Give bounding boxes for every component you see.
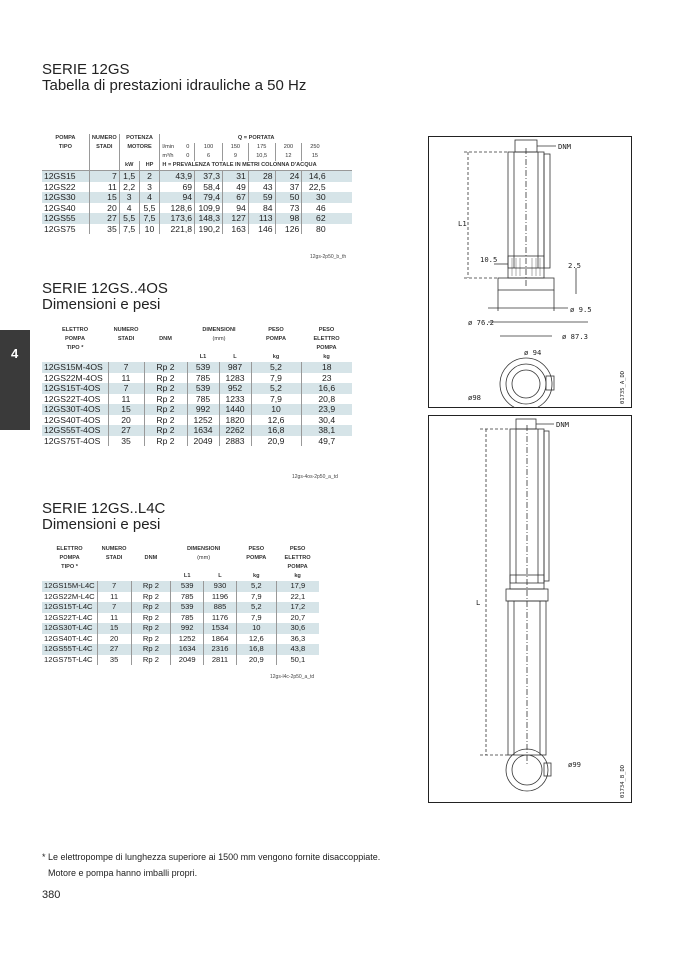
- row-stadi: 11: [97, 592, 131, 603]
- row-l: 1820: [219, 415, 251, 426]
- hdr-pompa: POMPA: [64, 336, 86, 342]
- row-peso-pompa: 7,9: [236, 613, 276, 624]
- row-dnm: Rp 2: [131, 602, 171, 613]
- row-h: 49: [222, 182, 248, 193]
- row-tipo: 12GS15: [42, 171, 89, 182]
- row-l1: 785: [171, 592, 204, 603]
- table-row: [42, 224, 352, 235]
- row-peso-pompa: 5,2: [251, 383, 301, 394]
- row-hp: 5,5: [139, 203, 160, 214]
- row-l1: 1634: [187, 425, 219, 436]
- row-stadi: 15: [89, 192, 119, 203]
- row-l1: 992: [171, 623, 204, 634]
- row-h: 98: [275, 213, 302, 224]
- row-l: 1233: [219, 394, 251, 405]
- row-spacer: [328, 171, 352, 182]
- row-l: 2316: [204, 644, 237, 655]
- row-h: 173,6: [160, 213, 195, 224]
- s2-title: SERIE 12GS..4OS: [42, 280, 168, 297]
- l4c-hdr-tipo: TIPO *: [61, 564, 78, 570]
- table-row: [42, 592, 319, 603]
- row-dnm: Rp 2: [144, 383, 187, 394]
- s1-title: SERIE 12GS: [42, 61, 130, 78]
- row-l: 1196: [204, 592, 237, 603]
- s3-note: 12gs-l4c-2p50_a_td: [270, 674, 315, 680]
- row-peso-elettropompa: 22,1: [276, 592, 319, 603]
- hdr-portata: Q = PORTATA: [160, 134, 352, 143]
- row-stadi: 11: [108, 394, 144, 405]
- row-kw: 5,5: [119, 213, 139, 224]
- table-row: [42, 203, 352, 214]
- row-tipo: 12GS30: [42, 192, 89, 203]
- m3h-1: 6: [195, 152, 223, 161]
- row-l1: 1634: [171, 644, 204, 655]
- row-spacer: [328, 192, 352, 203]
- row-stadi: 15: [108, 404, 144, 415]
- row-h: 59: [248, 192, 275, 203]
- row-h: 37: [275, 182, 302, 193]
- l4c-hdr-peso-pompa: POMPA: [246, 555, 267, 561]
- row-peso-elettropompa: 50,1: [276, 655, 319, 666]
- row-peso-pompa: 20,9: [251, 436, 301, 447]
- row-peso-elettropompa: 43,8: [276, 644, 319, 655]
- hdr-m3h: m³/h: [160, 152, 182, 161]
- hdr-numero: NUMERO: [89, 134, 119, 143]
- row-h: 58,4: [195, 182, 223, 193]
- row-h: 67: [222, 192, 248, 203]
- row-stadi: 27: [108, 425, 144, 436]
- table-row: [42, 373, 352, 384]
- label-dnm: DNM: [558, 142, 571, 151]
- table-row: [42, 182, 352, 193]
- hdr-peso-2: PESO: [318, 327, 335, 333]
- row-l: 930: [204, 581, 237, 592]
- hdr-numero: NUMERO: [113, 327, 139, 333]
- row-stadi: 7: [108, 383, 144, 394]
- row-peso-elettropompa: 49,7: [301, 436, 352, 447]
- row-peso-elettropompa: 30,6: [276, 623, 319, 634]
- row-h: 37,3: [195, 171, 223, 182]
- row-kw: 7,5: [119, 224, 139, 235]
- hdr-kg: kg: [272, 354, 280, 360]
- l4c-hdr-kg: kg: [253, 573, 260, 579]
- table-row: [42, 436, 352, 447]
- row-h: 163: [222, 224, 248, 235]
- row-stadi: 11: [89, 182, 119, 193]
- row-h: 31: [222, 171, 248, 182]
- row-h: 127: [222, 213, 248, 224]
- row-tipo: 12GS55T-L4C: [42, 644, 97, 655]
- row-spacer: [328, 224, 352, 235]
- row-h: 190,2: [195, 224, 223, 235]
- row-tipo: 12GS30T-L4C: [42, 623, 97, 634]
- row-peso-pompa: 12,6: [236, 634, 276, 645]
- row-dnm: Rp 2: [131, 634, 171, 645]
- hdr-dnm: DNM: [159, 336, 172, 342]
- row-l: 952: [219, 383, 251, 394]
- row-h: 148,3: [195, 213, 223, 224]
- row-h: 94: [222, 203, 248, 214]
- row-spacer: [328, 203, 352, 214]
- row-stadi: 11: [97, 613, 131, 624]
- row-h: 80: [302, 224, 328, 235]
- row-peso-elettropompa: 17,9: [276, 581, 319, 592]
- table-row: [42, 171, 352, 182]
- row-dnm: Rp 2: [131, 613, 171, 624]
- row-tipo: 12GS75T-4OS: [44, 435, 101, 446]
- row-dnm: Rp 2: [131, 581, 171, 592]
- row-stadi: 35: [89, 224, 119, 235]
- label-d94: ø 94: [524, 348, 542, 357]
- table-row: [42, 415, 352, 426]
- row-h: 22,5: [302, 182, 328, 193]
- row-l1: 539: [187, 362, 219, 373]
- row-dnm: Rp 2: [144, 373, 187, 384]
- hdr-peso-pompa: POMPA: [265, 336, 287, 342]
- row-hp: 4: [139, 192, 160, 203]
- row-peso-pompa: 10: [251, 404, 301, 415]
- row-tipo: 12GS40T-L4C: [44, 633, 93, 643]
- row-stadi: 11: [108, 373, 144, 384]
- row-l: 1534: [204, 623, 237, 634]
- row-tipo: 12GS30T-4OS: [42, 404, 108, 415]
- s2-note: 12gs-4os-2p50_a_td: [292, 474, 338, 480]
- row-stadi: 7: [97, 602, 131, 613]
- l4c-hdr-kg-2: kg: [294, 573, 301, 579]
- row-dnm: Rp 2: [144, 394, 187, 405]
- l4c-hdr-l1: L1: [183, 573, 191, 579]
- label-dnm-2: DNM: [556, 420, 569, 429]
- row-stadi: 7: [89, 171, 119, 182]
- table-row: [42, 644, 319, 655]
- row-dnm: Rp 2: [144, 404, 187, 415]
- dimensions-table-4os: [42, 326, 352, 446]
- row-h: 128,6: [160, 203, 195, 214]
- row-l: 1283: [219, 373, 251, 384]
- row-peso-elettropompa: 17,2: [276, 602, 319, 613]
- row-dnm: Rp 2: [131, 592, 171, 603]
- row-peso-elettropompa: 18: [301, 362, 352, 373]
- row-h: 146: [248, 224, 275, 235]
- row-tipo: 12GS40: [44, 202, 76, 213]
- row-peso-pompa: 20,9: [236, 655, 276, 666]
- pump-drawing-4os: [428, 136, 632, 408]
- row-tipo: 12GS15T-L4C: [42, 602, 97, 613]
- label-d87-3: ø 87.3: [562, 332, 588, 341]
- hdr-l: L: [233, 354, 237, 360]
- table-row: [42, 613, 319, 624]
- hdr-hp: HP: [139, 161, 160, 171]
- table-row: [42, 362, 352, 373]
- table-row: [42, 192, 352, 203]
- row-tipo: 12GS22M-4OS: [44, 372, 103, 383]
- table-row: [42, 634, 319, 645]
- row-l: 2883: [219, 436, 251, 447]
- row-hp: 10: [139, 224, 160, 235]
- row-peso-elettropompa: 23: [301, 373, 352, 384]
- pump-drawing-l4c: [428, 415, 632, 803]
- row-l: 1176: [204, 613, 237, 624]
- row-peso-pompa: 5,2: [251, 362, 301, 373]
- l4c-hdr-numero: NUMERO: [101, 546, 127, 552]
- row-kw: 4: [119, 203, 139, 214]
- row-kw: 1,5: [119, 171, 139, 182]
- hdr-tipo: TIPO: [58, 144, 72, 150]
- row-tipo: 12GS15M-L4C: [42, 581, 97, 592]
- hdr-prevalenza: H = PREVALENZA TOTALE IN METRI COLONNA D'ACQUA: [160, 161, 352, 171]
- row-h: 46: [302, 203, 328, 214]
- chapter-tab: [0, 330, 30, 430]
- row-dnm: Rp 2: [131, 644, 171, 655]
- page-number: 380: [42, 889, 61, 901]
- row-l: 2811: [204, 655, 237, 666]
- row-stadi: 35: [108, 436, 144, 447]
- row-h: 50: [275, 192, 302, 203]
- l4c-hdr-peso-elettro: ELETTRO: [284, 555, 311, 561]
- row-dnm: Rp 2: [144, 415, 187, 426]
- lmin-2: 150: [222, 143, 248, 152]
- table-row: [42, 383, 352, 394]
- hdr-peso-elettro: ELETTRO: [313, 336, 340, 342]
- hdr-lmin: l/min: [160, 143, 182, 152]
- row-l1: 2049: [187, 436, 219, 447]
- row-peso-pompa: 7,9: [251, 373, 301, 384]
- l4c-hdr-elettro: ELETTRO: [56, 546, 83, 552]
- row-h: 62: [302, 213, 328, 224]
- row-peso-pompa: 12,6: [251, 415, 301, 426]
- row-dnm: Rp 2: [131, 623, 171, 634]
- s2-subtitle: Dimensioni e pesi: [42, 296, 161, 313]
- row-kw: 2,2: [119, 182, 139, 193]
- row-l: 1440: [219, 404, 251, 415]
- row-tipo: 12GS22: [44, 181, 76, 192]
- row-tipo: 12GS75T-L4C: [44, 654, 93, 664]
- row-h: 43: [248, 182, 275, 193]
- table-row: [42, 213, 352, 224]
- hdr-peso-elettropompa: POMPA: [316, 345, 337, 351]
- table-row: [42, 394, 352, 405]
- footnote-2: Motore e pompa hanno imballi propri.: [48, 868, 198, 878]
- hdr-potenza: POTENZA: [119, 134, 160, 143]
- chapter-number: 4: [11, 346, 19, 361]
- footnote-1: * Le elettropompe di lunghezza superiore ai 1500 mm vengono fornite disaccoppiate.: [42, 852, 381, 862]
- label-d98: ø98: [468, 393, 481, 402]
- hdr-stadi: STADI: [89, 143, 119, 152]
- row-stadi: 7: [108, 362, 144, 373]
- row-stadi: 20: [97, 634, 131, 645]
- row-stadi: 35: [97, 655, 131, 666]
- row-h: 109,9: [195, 203, 223, 214]
- row-peso-pompa: 16,8: [236, 644, 276, 655]
- row-tipo: 12GS15T-4OS: [42, 383, 108, 394]
- row-h: 113: [248, 213, 275, 224]
- row-peso-elettropompa: 20,8: [301, 394, 352, 405]
- lmin-4: 200: [275, 143, 302, 152]
- hdr-mm: (mm): [212, 336, 226, 342]
- row-h: 79,4: [195, 192, 223, 203]
- s1-subtitle: Tabella di prestazioni idrauliche a 50 Hz: [42, 77, 307, 94]
- row-l1: 992: [187, 404, 219, 415]
- row-tipo: 12GS22T-L4C: [44, 612, 93, 622]
- row-h: 84: [248, 203, 275, 214]
- row-l1: 2049: [171, 655, 204, 666]
- row-tipo: 12GS22M-L4C: [44, 591, 95, 601]
- m3h-0: 0: [186, 153, 190, 159]
- row-peso-pompa: 16,8: [251, 425, 301, 436]
- row-tipo: 12GS15M-4OS: [42, 362, 108, 373]
- table-row: [42, 655, 319, 666]
- m3h-3: 10,5: [248, 152, 275, 161]
- row-l: 1864: [204, 634, 237, 645]
- row-tipo: 12GS55: [42, 213, 89, 224]
- row-h: 221,8: [160, 224, 195, 235]
- row-l1: 539: [187, 383, 219, 394]
- row-spacer: [328, 213, 352, 224]
- l4c-hdr-l: L: [218, 573, 222, 579]
- row-l1: 785: [187, 373, 219, 384]
- l4c-hdr-stadi: STADI: [105, 555, 123, 561]
- row-l1: 539: [171, 602, 204, 613]
- lmin-5: 250: [302, 143, 328, 152]
- row-h: 14,6: [302, 171, 328, 182]
- row-stadi: 20: [89, 203, 119, 214]
- lmin-1: 100: [195, 143, 223, 152]
- row-h: 126: [275, 224, 302, 235]
- row-h: 43,9: [160, 171, 195, 182]
- row-dnm: Rp 2: [144, 425, 187, 436]
- row-peso-elettropompa: 16,6: [301, 383, 352, 394]
- dimensions-table-l4c: [42, 545, 319, 665]
- l4c-hdr-peso: PESO: [248, 546, 265, 552]
- m3h-5: 15: [302, 152, 328, 161]
- row-l: 885: [204, 602, 237, 613]
- hdr-kg-2: kg: [323, 354, 330, 360]
- row-kw: 3: [119, 192, 139, 203]
- s1-note: 12gs-2p50_b_th: [310, 254, 347, 260]
- row-hp: 2: [139, 171, 160, 182]
- row-peso-pompa: 7,9: [251, 394, 301, 405]
- l4c-hdr-peso-elettropompa: POMPA: [287, 564, 308, 570]
- hdr-tipo: TIPO *: [66, 345, 84, 351]
- lmin-0: 0: [186, 144, 190, 150]
- row-stadi: 20: [108, 415, 144, 426]
- table-row: [42, 404, 352, 415]
- row-l: 987: [219, 362, 251, 373]
- row-l1: 1252: [187, 415, 219, 426]
- label-l: L: [476, 598, 481, 607]
- row-l1: 539: [171, 581, 204, 592]
- hdr-kw: kW: [119, 161, 139, 171]
- hdr-elettro: ELETTRO: [61, 327, 89, 333]
- row-peso-pompa: 5,2: [236, 581, 276, 592]
- l4c-hdr-peso-2: PESO: [289, 546, 306, 552]
- row-peso-elettropompa: 38,1: [301, 425, 352, 436]
- hdr-motore: MOTORE: [119, 143, 160, 152]
- row-l1: 785: [171, 613, 204, 624]
- s3-title: SERIE 12GS..L4C: [42, 500, 166, 517]
- row-h: 30: [302, 192, 328, 203]
- performance-table: [42, 134, 352, 234]
- row-tipo: 12GS22T-4OS: [44, 393, 101, 404]
- row-dnm: Rp 2: [131, 655, 171, 666]
- row-h: 73: [275, 203, 302, 214]
- row-tipo: 12GS55T-4OS: [42, 425, 108, 436]
- row-l: 2262: [219, 425, 251, 436]
- row-stadi: 7: [97, 581, 131, 592]
- table-row: [42, 602, 319, 613]
- row-h: 24: [275, 171, 302, 182]
- label-d99: ø99: [568, 760, 581, 769]
- l4c-hdr-pompa: POMPA: [59, 555, 80, 561]
- m3h-2: 9: [222, 152, 248, 161]
- row-stadi: 15: [97, 623, 131, 634]
- label-10-5: 10.5: [480, 255, 498, 264]
- row-h: 69: [160, 182, 195, 193]
- drawing2-code: 01734_B_DD: [620, 764, 626, 798]
- l4c-hdr-dimensioni: DIMENSIONI: [186, 546, 221, 552]
- row-peso-pompa: 10: [236, 623, 276, 634]
- row-h: 94: [160, 192, 195, 203]
- row-tipo: 12GS75: [44, 223, 76, 234]
- table-row: [42, 623, 319, 634]
- row-peso-elettropompa: 20,7: [276, 613, 319, 624]
- row-peso-elettropompa: 36,3: [276, 634, 319, 645]
- hdr-dimensioni: DIMENSIONI: [202, 327, 236, 333]
- row-peso-elettropompa: 23,9: [301, 404, 352, 415]
- label-d9-5: ø 9.5: [570, 305, 592, 314]
- l4c-hdr-mm: (mm): [197, 555, 211, 561]
- row-hp: 3: [139, 182, 160, 193]
- row-stadi: 27: [97, 644, 131, 655]
- lmin-3: 175: [248, 143, 275, 152]
- hdr-pompa: POMPA: [55, 135, 76, 141]
- row-peso-pompa: 5,2: [236, 602, 276, 613]
- row-peso-pompa: 7,9: [236, 592, 276, 603]
- row-dnm: Rp 2: [144, 362, 187, 373]
- row-hp: 7,5: [139, 213, 160, 224]
- table-row: [42, 425, 352, 436]
- s3-subtitle: Dimensioni e pesi: [42, 516, 161, 533]
- drawing1-code: 01735_A_DD: [620, 370, 626, 404]
- hdr-l1: L1: [199, 354, 207, 360]
- hdr-peso: PESO: [268, 327, 284, 333]
- row-stadi: 27: [89, 213, 119, 224]
- m3h-4: 12: [275, 152, 302, 161]
- row-dnm: Rp 2: [144, 436, 187, 447]
- table-row: [42, 581, 319, 592]
- hdr-stadi: STADI: [117, 336, 135, 342]
- row-l1: 785: [187, 394, 219, 405]
- row-peso-elettropompa: 30,4: [301, 415, 352, 426]
- label-2-5: 2.5: [568, 261, 581, 270]
- row-h: 28: [248, 171, 275, 182]
- row-spacer: [328, 182, 352, 193]
- label-d76-2: ø 76.2: [468, 318, 494, 327]
- label-l1: L1: [458, 219, 467, 228]
- row-tipo: 12GS40T-4OS: [44, 414, 101, 425]
- row-l1: 1252: [171, 634, 204, 645]
- l4c-hdr-dnm: DNM: [144, 555, 158, 561]
